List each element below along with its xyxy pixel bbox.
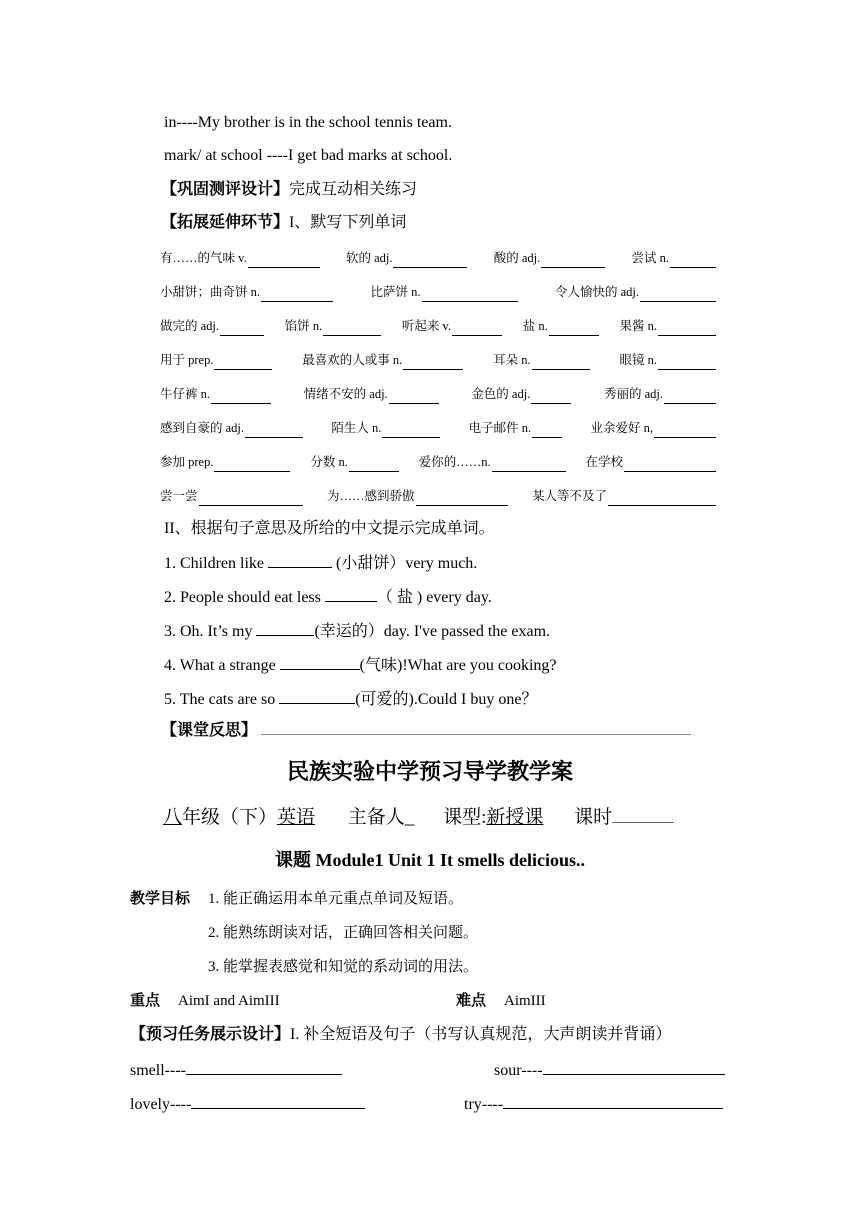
vocab-word: 盐 n. (522, 319, 548, 333)
sentence-text: (幸运的）day. I've passed the exam. (314, 623, 551, 640)
answer-blank[interactable] (245, 423, 303, 438)
vocab-word: 金色的 adj. (471, 387, 531, 401)
vocab-word: 某人等不及了 (531, 489, 607, 503)
answer-blank[interactable] (268, 552, 332, 568)
answer-blank[interactable] (654, 423, 716, 438)
vocab-row-7 (160, 452, 716, 472)
answer-blank[interactable] (640, 287, 716, 302)
example-mark: mark/ at school ----I get bad marks at school. (164, 147, 453, 164)
vocab-word: 耳朵 n. (493, 353, 531, 367)
answer-blank[interactable] (393, 253, 467, 268)
vocab-word: 软的 adj. (345, 251, 393, 265)
vocab-word: 用于 prep. (160, 353, 214, 367)
vocab-row-1 (160, 248, 716, 268)
answer-blank[interactable] (389, 389, 439, 404)
type-label: 课型: (443, 807, 487, 828)
goals-label: 教学目标 (130, 891, 191, 907)
fill-row-1 (130, 1059, 342, 1081)
answer-blank[interactable] (658, 355, 716, 370)
answer-blank[interactable] (664, 389, 716, 404)
answer-blank[interactable] (416, 491, 508, 506)
vocab-word: 情绪不安的 adj. (303, 387, 388, 401)
sentence-text: 3. Oh. It’s my (164, 623, 257, 640)
answer-blank[interactable] (279, 688, 355, 704)
consolidate-line (161, 180, 417, 200)
answer-blank[interactable] (541, 253, 605, 268)
answer-blank[interactable] (531, 389, 571, 404)
vocab-word: 为……感到骄傲 (326, 489, 415, 503)
vocab-word: 秀丽的 adj. (603, 387, 663, 401)
answer-blank[interactable] (452, 321, 502, 336)
answer-blank[interactable] (503, 1093, 723, 1109)
sentence-3 (164, 620, 550, 642)
vocab-word: 馅饼 n. (284, 319, 323, 333)
answer-blank[interactable] (422, 287, 518, 302)
key-value: AimI and AimIII (178, 993, 280, 1009)
period-label: 课时 (574, 807, 613, 828)
period-blank[interactable] (612, 804, 674, 823)
difficult-line (456, 991, 546, 1011)
vocab-row-6 (160, 418, 716, 438)
vocab-word: 最喜欢的人或事 n. (302, 353, 403, 367)
reflect-blank[interactable] (261, 720, 691, 735)
grade-number: 八 (163, 807, 183, 828)
answer-blank[interactable] (199, 491, 303, 506)
vocab-word: 做完的 adj. (160, 319, 220, 333)
goal-3: 3. 能掌握表感觉和知觉的系动词的用法。 (208, 959, 479, 975)
answer-blank[interactable] (323, 321, 381, 336)
preview-label: 【预习任务展示设计】 (130, 1026, 291, 1043)
answer-blank[interactable] (280, 654, 360, 670)
sentence-2 (164, 586, 492, 608)
answer-blank[interactable] (349, 457, 399, 472)
vocab-row-2 (160, 282, 716, 302)
answer-blank[interactable] (220, 321, 264, 336)
goal-1: 1. 能正确运用本单元重点单词及短语。 (208, 891, 464, 907)
fill-row-2 (130, 1093, 365, 1115)
answer-blank[interactable] (608, 491, 716, 506)
vocab-word: 比萨饼 n. (370, 285, 421, 299)
vocab-word: 陌生人 n. (331, 421, 382, 435)
answer-blank[interactable] (532, 423, 562, 438)
answer-blank[interactable] (256, 620, 314, 636)
answer-blank[interactable] (382, 423, 440, 438)
fill-word: smell---- (130, 1062, 186, 1079)
fill-word: lovely---- (130, 1096, 192, 1113)
reflect-line (161, 720, 691, 741)
key-line (130, 991, 280, 1011)
sentence-text: 5. The cats are so (164, 691, 280, 708)
part2-heading: II、根据句子意思及所给的中文提示完成单词。 (164, 520, 495, 537)
preview-line (130, 1025, 671, 1045)
vocab-word: 令人愉快的 adj. (554, 285, 639, 299)
vocab-word: 尝试 n. (631, 251, 669, 265)
preview-text: I. 补全短语及句子（书写认真规范，大声朗读并背诵） (290, 1026, 672, 1043)
answer-blank[interactable] (214, 457, 290, 472)
vocab-row-8 (160, 486, 716, 506)
answer-blank[interactable] (543, 1059, 725, 1075)
vocab-word: 感到自豪的 adj. (160, 421, 245, 435)
vocab-word: 牛仔裤 n. (160, 387, 211, 401)
answer-blank[interactable] (670, 253, 716, 268)
answer-blank[interactable] (532, 355, 590, 370)
answer-blank[interactable] (211, 389, 271, 404)
difficult-value: AimIII (504, 993, 546, 1009)
goal-2: 2. 能熟练朗读对话，正确回答相关问题。 (208, 925, 479, 941)
sentence-5 (164, 688, 537, 710)
sentence-text: (气味)!What are you cooking? (359, 657, 557, 674)
vocab-word: 有……的气味 v. (160, 251, 247, 265)
answer-blank[interactable] (191, 1093, 365, 1109)
consolidate-label: 【巩固测评设计】 (161, 181, 290, 198)
info-line (163, 804, 674, 830)
lesson-topic: 课题 Module1 Unit 1 It smells delicious.. (274, 850, 585, 870)
vocab-row-3 (160, 316, 716, 336)
vocab-word: 爱你的……n. (418, 455, 491, 469)
vocab-word: 电子邮件 n. (468, 421, 532, 435)
example-in: in----My brother is in the school tennis team. (164, 114, 452, 131)
vocab-word: 分数 n. (310, 455, 348, 469)
preparer: 主备人_ (347, 807, 415, 828)
reflect-label: 【课堂反思】 (161, 722, 258, 739)
answer-blank[interactable] (186, 1059, 342, 1075)
sentence-text: (小甜饼）very much. (331, 555, 478, 572)
answer-blank[interactable] (658, 321, 716, 336)
vocab-word: 眼镜 n. (619, 353, 657, 367)
vocab-word: 果酱 n. (619, 319, 657, 333)
fill-row-2b (464, 1093, 723, 1115)
vocab-word: 在学校 (585, 455, 623, 469)
extend-text: I、默写下列单词 (289, 214, 407, 231)
sentence-text: (可爱的).Could I buy one？ (355, 691, 538, 708)
sentence-text: （ 盐 ) every day. (376, 589, 492, 606)
vocab-word: 听起来 v. (401, 319, 452, 333)
vocab-row-5 (160, 384, 716, 404)
vocab-row-4 (160, 350, 716, 370)
vocab-word: 尝一尝 (160, 489, 198, 503)
subject: 英语 (277, 807, 316, 828)
fill-row-1b (494, 1059, 725, 1081)
answer-blank[interactable] (261, 287, 333, 302)
vocab-word: 小甜饼；曲奇饼 n. (160, 285, 261, 299)
answer-blank[interactable] (492, 457, 566, 472)
difficult-label: 难点 (456, 993, 487, 1009)
key-label: 重点 (130, 993, 161, 1009)
answer-blank[interactable] (248, 253, 320, 268)
vocab-word: 酸的 adj. (493, 251, 541, 265)
answer-blank[interactable] (325, 586, 377, 602)
sentence-text: 2. People should eat less (164, 589, 325, 606)
grade-text: 年级（下） (182, 807, 278, 828)
sentence-1 (164, 552, 477, 574)
consolidate-text: 完成互动相关练习 (289, 181, 418, 198)
sentence-text: 1. Children like (164, 555, 268, 572)
vocab-word: 参加 prep. (160, 455, 214, 469)
fill-word: sour---- (494, 1062, 543, 1079)
sentence-text: 4. What a strange (164, 657, 280, 674)
extend-label: 【拓展延伸环节】 (161, 214, 290, 231)
sentence-4 (164, 654, 557, 676)
answer-blank[interactable] (624, 457, 716, 472)
answer-blank[interactable] (214, 355, 272, 370)
extend-line (161, 213, 406, 233)
answer-blank[interactable] (549, 321, 599, 336)
vocab-word: 业余爱好 n, (590, 421, 653, 435)
document-title: 民族实验中学预习导学教学案 (286, 759, 573, 784)
type-value: 新授课 (486, 807, 544, 828)
answer-blank[interactable] (403, 355, 463, 370)
fill-word: try---- (464, 1096, 504, 1113)
